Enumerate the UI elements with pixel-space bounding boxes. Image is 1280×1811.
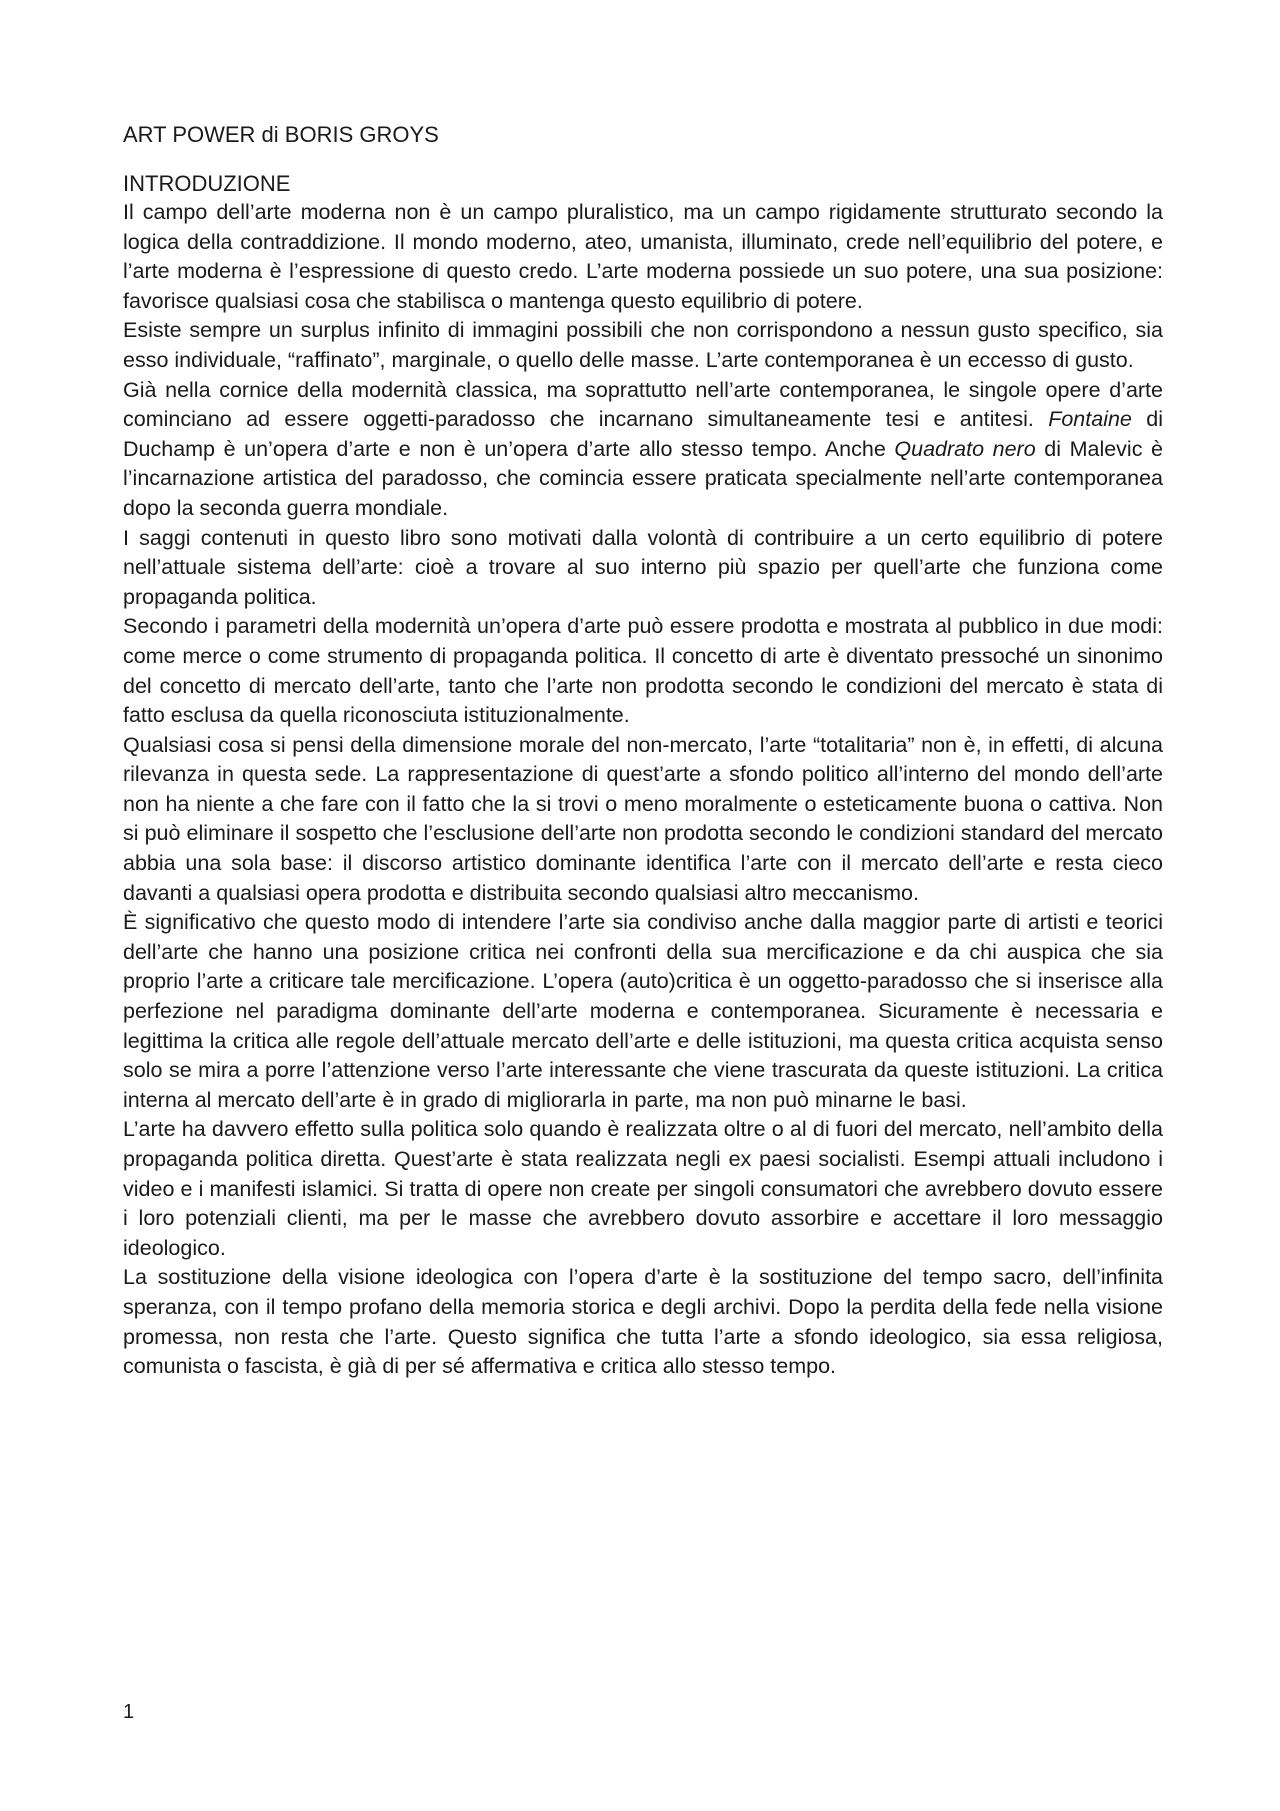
document-title: ART POWER di BORIS GROYS bbox=[123, 122, 439, 147]
text-run: di Duchamp è un’opera d’arte e non è un’opera d’arte allo stesso tempo. Anche bbox=[123, 407, 1163, 461]
section-heading: INTRODUZIONE bbox=[123, 171, 291, 196]
page-number: 1 bbox=[123, 1701, 135, 1723]
paragraph bbox=[123, 376, 1163, 524]
text-run: Già nella cornice della modernità classica, ma soprattutto nell’arte contemporanea, le singole opere d’arte cominciano ad essere oggetti-paradosso che incarnano simultaneamente tesi e antitesi. bbox=[123, 377, 1163, 432]
paragraph bbox=[123, 1263, 1163, 1381]
text-run: La sostituzione della visione ideologica con l’opera d’arte è la sostituzione del tempo sacro, dell’infinita speranza, con il tempo profano della memoria storica e degli archivi. Dopo la perdita della fede nella visione promessa, non resta che l’arte. Questo significa che tutta l’arte a sfondo ideologico, sia essa religiosa, comunista o fascista, è già di per sé affermativa e critica allo stesso tempo. bbox=[123, 1265, 1163, 1379]
paragraph bbox=[123, 731, 1163, 909]
body-text bbox=[123, 198, 1163, 1382]
text-run: Il campo dell’arte moderna non è un campo pluralistico, ma un campo rigidamente strutturato secondo la logica della contraddizione. Il mondo moderno, ateo, umanista, illuminato, crede nell’equilibrio del potere, e l’arte moderna è l’espressione di questo credo. L’arte moderna possiede un suo potere, una sua posizione: favorisce qualsiasi cosa che stabilisca o mantenga questo equilibrio di potere. bbox=[123, 200, 1163, 313]
paragraph bbox=[123, 198, 1163, 316]
document-page bbox=[123, 120, 1163, 1382]
text-run: I saggi contenuti in questo libro sono motivati dalla volontà di contribuire a un certo equilibrio di potere nell’attuale sistema dell’arte: cioè a trovare al suo interno più spazio per quell’arte che funziona come propaganda politica. bbox=[123, 525, 1163, 609]
text-run: L’arte ha davvero effetto sulla politica solo quando è realizzata oltre o al di fuori del mercato, nell’ambito della propaganda politica diretta. Quest’arte è stata realizzata negli ex paesi socialisti. Esempi attuali includono i video e i manifesti islamici. Si tratta di opere non create per singoli consumatori che avrebbero dovuto essere i loro potenziali clienti, ma per le masse che avrebbero dovuto assorbire e accettare il loro messaggio ideologico. bbox=[123, 1117, 1163, 1260]
paragraph bbox=[123, 908, 1163, 1115]
text-run: Qualsiasi cosa si pensi della dimensione morale del non-mercato, l’arte “totalitaria” non è, in effetti, di alcuna rilevanza in questa sede. La rappresentazione di quest’arte a sfondo politico all’interno del mondo dell’arte non ha niente a che fare con il fatto che la si trovi o meno moralmente o esteticamente buona o cattiva. Non si può eliminare il sospetto che l’esclusione dell’arte non prodotta secondo le condizioni standard del mercato abbia una sola base: il discorso artistico dominante identifica l’arte con il mercato dell’arte e resta cieco davanti a qualsiasi opera prodotta e distribuita secondo qualsiasi altro meccanismo. bbox=[123, 732, 1163, 905]
text-run: di Malevic è l’incarnazione artistica del paradosso, che comincia essere praticata specialmente nell’arte contemporanea dopo la seconda guerra mondiale. bbox=[123, 436, 1163, 520]
text-run: Esiste sempre un surplus infinito di immagini possibili che non corrispondono a nessun gusto specifico, sia esso individuale, “raffinato”, marginale, o quello delle masse. L’arte contemporanea è un eccesso di gusto. bbox=[123, 318, 1163, 372]
text-run: È significativo che questo modo di intendere l’arte sia condiviso anche dalla maggior parte di artisti e teorici dell’arte che hanno una posizione critica nei confronti della sua mercificazione e da chi auspica che sia proprio l’arte a criticare tale mercificazione. L’opera (auto)critica è un oggetto-paradosso che si inserisce alla perfezione nel paradigma dominante dell’arte moderna e contemporanea. Sicuramente è necessaria e legittima la critica alle regole dell’attuale mercato dell’arte e delle istituzioni, ma questa critica acquista senso solo se mira a porre l’attenzione verso l’arte interessante che viene trascurata da queste istituzioni. La critica interna al mercato dell’arte è in grado di migliorarla in parte, ma non può minarne le basi. bbox=[123, 910, 1163, 1112]
paragraph bbox=[123, 612, 1163, 730]
text-run: Secondo i parametri della modernità un’opera d’arte può essere prodotta e mostrata al pubblico in due modi: come merce o come strumento di propaganda politica. Il concetto di arte è diventato pressoché un sinonimo del concetto di mercato dell’arte, tanto che l’arte non prodotta secondo le condizioni del mercato è stata di fatto esclusa da quella riconosciuta istituzionalmente. bbox=[123, 614, 1163, 728]
italic-title: Fontaine bbox=[1048, 407, 1132, 432]
paragraph bbox=[123, 524, 1163, 613]
paragraph bbox=[123, 316, 1163, 375]
paragraph bbox=[123, 1115, 1163, 1263]
italic-title: Quadrato nero bbox=[894, 436, 1036, 461]
